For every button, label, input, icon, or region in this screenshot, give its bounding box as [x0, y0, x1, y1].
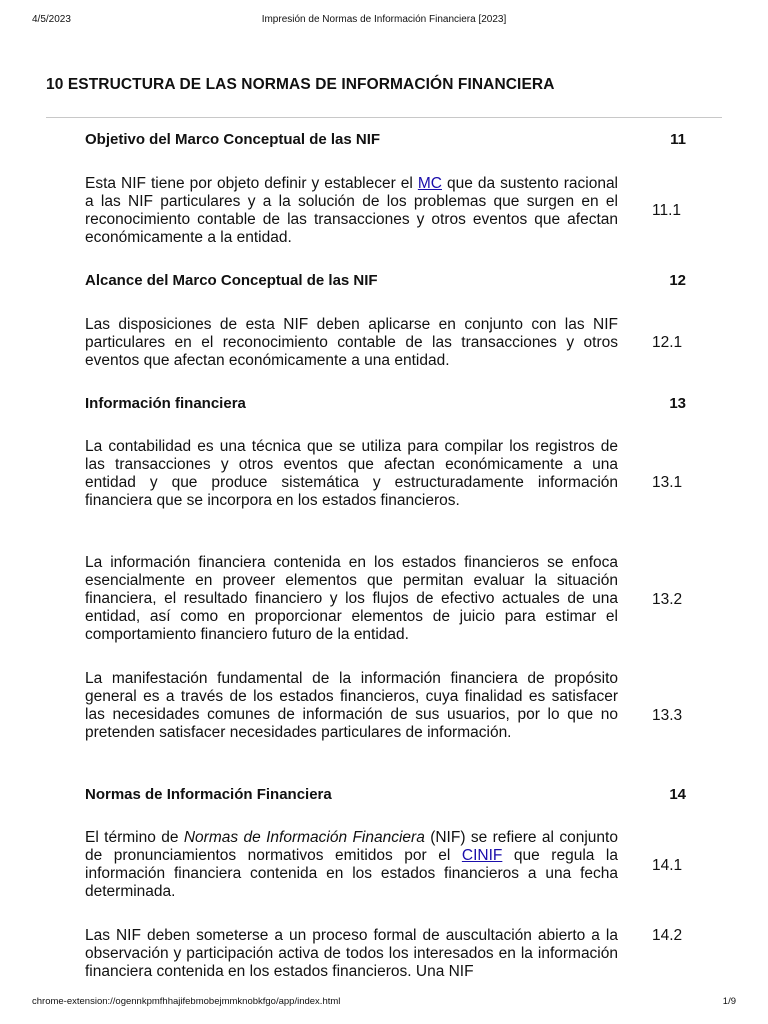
section-heading-14: [85, 786, 686, 803]
print-footer-url: chrome-extension://ogennkpmfhhajifebmobejmmknobkfgo/app/index.html: [32, 996, 341, 1007]
paragraph-14-2: Las NIF deben someterse a un proceso formal de auscultación abierto a la observación y participación activa de todos los interesados en la información financiera contenida en los estados financieros. Una NIF: [85, 927, 618, 980]
title-divider: [46, 117, 722, 118]
print-page-number: 1/9: [722, 996, 736, 1007]
section-title: Alcance del Marco Conceptual de las NIF: [85, 272, 378, 289]
paragraph-number: 11.1: [652, 202, 682, 219]
mc-link[interactable]: MC: [417, 175, 442, 192]
section-heading-13: [85, 395, 686, 412]
paragraph-12-1: Las disposiciones de esta NIF deben aplicarse en conjunto con las NIF particulares en el reconocimiento contable de las transacciones y otros eventos que afectan económicamente a una entidad.: [85, 316, 618, 369]
page-title: 10 ESTRUCTURA DE LAS NORMAS DE INFORMACIÓN FINANCIERA: [46, 76, 555, 93]
section-title: Objetivo del Marco Conceptual de las NIF: [85, 131, 381, 148]
paragraph-13-3: La manifestación fundamental de la información financiera de propósito general es a través de los estados financieros, cuya finalidad es satisfacer las necesidades comunes de información de sus usuarios, por lo que no pretenden satisfacer necesidades particulares de información.: [85, 670, 618, 741]
paragraph-number: 13.3: [652, 707, 683, 724]
paragraph-text: (NIF) se refiere al conjunto de pronunciamientos normativos emitidos por el: [85, 829, 618, 864]
paragraph-number: 12.1: [652, 334, 683, 351]
print-header-title: Impresión de Normas de Información Financiera [2023]: [261, 14, 507, 25]
section-heading-11: [85, 131, 686, 148]
section-number: 13: [669, 395, 686, 412]
paragraph-number: 14.2: [652, 927, 683, 944]
paragraph-11-1: [85, 175, 618, 247]
paragraph-13-2: La información financiera contenida en los estados financieros se enfoca esencialmente en proveer elementos que permitan evaluar la situación financiera, el resultado financiero y los flujos de efectivo actuales de una entidad, así como en proporcionar elementos de juicio para estimar el comportamiento financiero futuro de la entidad.: [85, 554, 618, 643]
paragraph-text: que da sustento racional a las NIF particulares y a la solución de los problemas que surgen en el reconocimiento contable de las transacciones y otros eventos que afectan económicamente a la entidad.: [85, 175, 619, 246]
paragraph-14-1: [85, 829, 618, 901]
paragraph-number: 13.2: [652, 591, 683, 608]
paragraph-text: El término de: [85, 829, 184, 846]
paragraph-text: que regula la información financiera contenida en los estados financieros a una fecha determinada.: [85, 847, 618, 900]
paragraph-number: 13.1: [652, 474, 683, 491]
paragraph-13-1: La contabilidad es una técnica que se utiliza para compilar los registros de las transacciones y otros eventos que afectan económicamente a una entidad y que produce sistemática y estructuradamente información financiera que se incorpora en los estados financieros.: [85, 438, 618, 509]
paragraph-emphasis: Normas de Información Financiera: [183, 829, 425, 846]
section-number: 12: [669, 272, 686, 289]
section-number: 11: [670, 131, 686, 148]
paragraph-number: 14.1: [652, 857, 683, 874]
cinif-link[interactable]: CINIF: [461, 847, 503, 864]
print-date: 4/5/2023: [32, 14, 71, 25]
section-title: Normas de Información Financiera: [85, 786, 332, 803]
section-heading-12: [85, 272, 686, 289]
paragraph-text: Esta NIF tiene por objeto definir y establecer el: [85, 175, 418, 192]
section-title: Información financiera: [85, 395, 246, 412]
section-number: 14: [669, 786, 686, 803]
